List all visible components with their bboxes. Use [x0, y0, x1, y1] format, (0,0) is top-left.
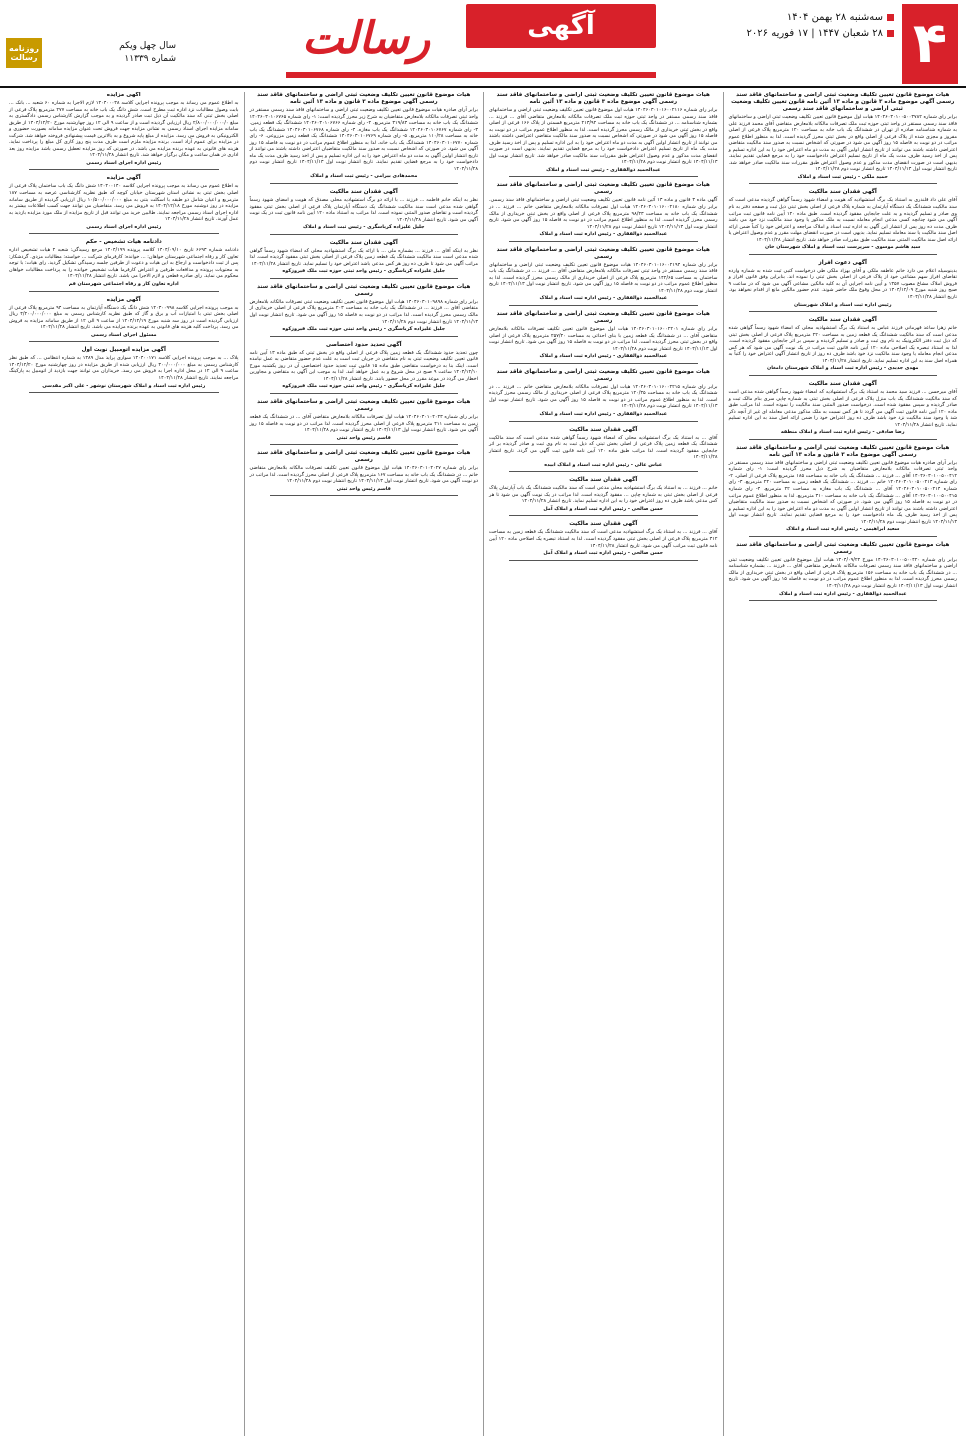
notice-divider [749, 375, 938, 376]
notice-title: هیات موضوع قانون تعیین تکلیف وضعیت ثبتی اراضی و ساختمانهای فاقد سند رسمی [496, 182, 710, 196]
mini-logo: روزنامه رسالت [6, 38, 42, 68]
notice-body: آقای ... فرزند ... به استناد یک برگ استشهادیه مدعی است که سند مالکیت ششدانگ یک قطعه زمین به مساحت ۳۱۲ مترمربع پلاک فرعی از اصلی بخش ثبتی مفقود گردیده است. لذا به استناد تبصره یک اصلاحی ماده ۱۲۰ آیین نامه قانون ثبت مراتب آگهی می شود. تاریخ انتشار ۱۴۰۴/۱۱/۲۸ [489, 529, 718, 549]
notice-title: هیات موضوع قانون تعیین تکلیف وضعیت ثبتی اراضی و ساختمانهای فاقد سند رسمی آگهی موضوع ماده ۳ قانون و ماده ۱۳ آئین نامه قانون تعیین تکلیف وضعیت ثبتی اراضی و ساختمانهای فاقد سند رسمی [731, 92, 955, 112]
legal-notice [250, 240, 479, 279]
notice-title: آگهی مزایده [106, 175, 141, 182]
notice-title: دادنامه هیات تشخیص - حکم [85, 239, 162, 246]
notice-body: پلاک ... به موجب پرونده اجرایی کلاسه ۱۴۰۴۰۰۱۷۱ سواری پراید مدل ۱۳۸۹ به شماره انتظامی ... که طبق نظر کارشناس رسمی به مبلغ ۳۰۰/۰۰۰/۰۰۰ ریال ارزیابی شده از طریق مزایده در روز چهارشنبه مورخ ۱۴۰۴/۱۲/۲۰ ساعت ۹ الی ۱۲ در محل اداره اجرا به فروش می رسد. خریداران می توانند جهت بازدید از اتومبیل به پارکینگ مراجعه نمایند. تاریخ انتشار ۱۴۰۴/۱۱/۲۸ [9, 355, 239, 381]
notice-body: آگهی ماده ۳ قانون و ماده ۱۳ آئین نامه قانون تعیین تکلیف وضعیت ثبتی اراضی و ساختمانهای فاقد سند رسمی. برابر رای شماره ۱۴۰۴۶۰۳۰۱۰۱۶۰۰۲۱۸۰ هیات اول تصرفات مالکانه بلامعارض متقاضی خانم ... فرزند ... در ششدانگ یک باب خانه به مساحت ۹۸/۴۳ مترمربع پلاک فرعی از اصلی واقع در بخش ثبتی خریداری از مالک رسمی محرز گردیده است. لذا به منظور اطلاع عموم مراتب در دو نوبت به فاصله ۱۵ روز آگهی می شود. تاریخ انتشار نوبت اول ۱۴۰۴/۱۱/۱۳ تاریخ انتشار نوبت دوم ۱۴۰۴/۱۱/۲۸ [489, 197, 718, 230]
legal-notice [489, 311, 718, 364]
notice-signature: سعید ابراهیمی - رئیس اداره ثبت اسناد و املاک [786, 526, 900, 533]
notice-body: نظر به اینکه خانم فاطمه ... فرزند ... با ارائه دو برگ استشهادیه محلی مصدق که هویت و امضای شهود رسماً گواهی شده مدعی است سند مالکیت ششدانگ یک دستگاه آپارتمان پلاک فرعی از اصلی بخش ثبتی مفقود گردیده است و تقاضای صدور المثنی نموده است. لذا مراتب به استناد ماده ۱۲۰ آیین نامه قانون ثبت در یک نوبت آگهی می شود. تاریخ انتشار ۱۴۰۴/۱۱/۲۸ [249, 197, 479, 223]
notice-divider [29, 291, 219, 292]
notice-body: خانم زهرا ساعد قهرمانی فرزند عباس به استناد یک برگ استشهادیه محلی که امضاء شهود رسماً گواهی شده مدعی است که سند مالکیت ششدانگ یک قطعه زمین به مساحت ۲۲۰ مترمربع پلاک فرعی از اصلی بخش ثبتی که ذیل ثبت دفتر الکترونیک به نام وی ثبت و صادر و تسلیم گردیده و سپس بر اثر جابجایی مفقود گردیده است. لذا به استناد تبصره یک اصلاحی ماده ۱۲۰ آیین نامه قانون ثبت مراتب در یک نوبت آگهی می شود که هر کس مدعی انجام معامله یا وجود سند مالکیت نزد خود باشد ظرف ده روز از تاریخ انتشار آگهی اعتراض خود را کتباً به همراه اصل سند به این اداره تسلیم نماید. تاریخ انتشار ۱۴۰۴/۱۱/۲۸ [728, 325, 957, 364]
legal-notice [729, 189, 958, 254]
notice-body: برابر رای شماره ۱۴۰۴۶۰۳۰۱۰۰۵۰۰۳۷۸۲ هیات اول موضوع قانون تعیین تکلیف وضعیت ثبتی اراضی و ساختمانهای فاقد سند رسمی مستقر در واحد ثبتی حوزه ثبت ملک تصرفات مالکانه بلامعارض متقاضی آقای محمد فرزند علی به شماره شناسنامه صادره از تهران در ششدانگ یک باب خانه به مساحت ۱۲۰ مترمربع پلاک فرعی از اصلی مفروز و مجزی شده از پلاک فرعی از اصلی واقع در بخش ثبتی محرز گردیده است. لذا به منظور اطلاع عموم مراتب در دو نوبت به فاصله ۱۵ روز آگهی می شود در صورتی که اشخاص نسبت به صدور سند مالکیت متقاضی اعتراضی داشته باشند می توانند از تاریخ انتشار اولین آگهی به مدت دو ماه اعتراض خود را به این اداره تسلیم و پس از اخذ رسید ظرف مدت یک ماه از تاریخ تسلیم اعتراض دادخواست خود را به مرجع قضایی تقدیم نمایند. بدیهی است در صورت انقضای مدت مذکور و عدم وصول اعتراض طبق مقررات سند مالکیت صادر خواهد شد. تاریخ انتشار نوبت اول ۱۴۰۴/۱۱/۱۳ تاریخ انتشار نوبت دوم ۱۴۰۴/۱۱/۲۸ [728, 114, 957, 173]
legal-notice [489, 92, 718, 177]
notice-signature: عبدالحمید ذوالفقاری - رئیس اداره ثبت اسناد و املاک [539, 231, 668, 238]
notice-divider [270, 278, 459, 279]
date-block [674, 10, 894, 42]
notice-divider [29, 233, 219, 234]
notice-signature: جلیل علیزاده کرباسگری - رئیس واحد ثبتی حوزه ثبت ملک فیروزکوه [282, 268, 446, 275]
notice-signature: عبدالحمید ذوالفقاری - رئیس اداره ثبت اسناد و املاک [539, 295, 668, 302]
legal-notice [489, 247, 718, 306]
notice-divider [270, 393, 459, 394]
masthead [0, 0, 966, 88]
notice-title: آگهی مزایده [106, 92, 141, 98]
notice-divider [509, 363, 698, 364]
notice-signature: رئیس اداره ثبت اسناد و املاک شهرستان نوشهر - علی اکبر مقدسی [42, 382, 206, 389]
issue-info [46, 40, 176, 66]
notice-title: هیات موضوع قانون تعیین تکلیف وضعیت ثبتی اراضی و ساختمانهای فاقد سند رسمی [496, 246, 710, 260]
ad-column [723, 92, 963, 1436]
notice-signature: رئیس اداره اجرای اسناد رسمی [86, 223, 162, 230]
notice-divider [270, 336, 459, 337]
legal-notice [489, 182, 718, 241]
legal-notice [489, 427, 718, 473]
notice-body: برابر آرای صادره هیات موضوع قانون تعیین تکلیف وضعیت ثبتی اراضی و ساختمانهای فاقد سند رسمی مستقر در واحد ثبتی تصرفات مالکانه بلامعارض متقاضیان به شرح زیر محرز گردیده است: ۱- رای شماره ۱۴۰۴۶۰۳۰۱۰۶۷۶۵ ششدانگ یک باب خانه به مساحت ۳۱۹/۸۳ مترمربع. ۲- رای شماره ۱۴۰۴۶۰۳۰۱۰۶۷۶۶ ششدانگ یک قطعه زمین. ۳- رای شماره ۱۴۰۴۶۰۳۰۱۰۶۷۶۷ ششدانگ یک باب مغازه. ۴- رای شماره ۱۴۰۴۶۰۳۰۱۰۶۷۶۸ ششدانگ یک باب خانه به مساحت ۱۱۰/۲۸ مترمربع. ۵- رای شماره ۱۴۰۴۶۰۳۰۱۰۶۷۶۹ ششدانگ یک قطعه زمین مزروعی. ۶- رای شماره ۱۴۰۴۶۰۳۰۱۰۶۷۷۰ ششدانگ یک باب خانه. لذا به منظور اطلاع عموم مراتب در دو نوبت به فاصله ۱۵ روز آگهی می شود. در صورتی که اشخاص نسبت به صدور سند مالکیت متقاضیان اعتراضی داشته باشند می توانند از تاریخ انتشار اولین آگهی به مدت دو ماه اعتراض خود را به این اداره تسلیم و پس از اخذ رسید ظرف مدت یک ماه دادخواست خود را به مرجع قضایی تقدیم نمایند. تاریخ انتشار نوبت اول ۱۴۰۴/۱۱/۱۳ تاریخ انتشار نوبت دوم ۱۴۰۴/۱۱/۲۸ [249, 107, 479, 172]
notice-body: دادنامه شماره ۶۶۹۳ تاریخ ۱۴۰۴/۰۹/۱۰ کلاسه پرونده ۱۴۰۴/۱۹۹ مرجع رسیدگی: شعبه ۲ هیات تشخیص اداره تعاون کار و رفاه اجتماعی شهرستان خواهان: ... خوانده: کارفرمای شرکت ... خواسته: مطالبات مزدی. گردشکار: پس از ثبت دادخواست و ارجاع به این هیات و دعوت از طرفین جلسه رسیدگی تشکیل گردید. رای هیات: با توجه به محتویات پرونده و مدافعات طرفین و اعتراض کارفرما هیات تشخیص خوانده را به پرداخت مطالبات خواهان محکوم می نماید. رای صادره قطعی و لازم الاجرا می باشد. تاریخ انتشار ۱۴۰۴/۱۱/۲۸ [9, 247, 239, 280]
notice-signature: قاسم رئیس واحد ثبتی [336, 434, 391, 441]
notice-title: آگهی دعوت افراز [818, 259, 867, 266]
notice-signature: جلیل علیزاده کرباسگری - رئیس واحد ثبتی حوزه ثبت ملک فیروزکوه [282, 326, 446, 333]
notice-title: هیات موضوع قانون تعیین تکلیف وضعیت ثبتی اراضی و ساختمانهای فاقد سند رسمی آگهی موضوع ماده ۳ قانون و ماده ۱۳ آئین نامه [496, 92, 710, 105]
notice-body: برابر رای شماره ۱۴۰۴۶۰۳۰۱۰۱۶۰۰۲۱۹۴ هیات موضوع قانون تعیین تکلیف وضعیت ثبتی اراضی و ساختمانهای فاقد سند رسمی مستقر در واحد ثبتی تصرفات مالکانه بلامعارض متقاضی آقای ... فرزند ... در ششدانگ یک باب ساختمان به مساحت ۱۴۲/۶۵ مترمربع پلاک فرعی از اصلی خریداری از مالک رسمی محرز گردیده است. لذا به منظور اطلاع عموم مراتب در دو نوبت به فاصله ۱۵ روز آگهی می شود. تاریخ انتشار نوبت اول ۱۴۰۴/۱۱/۱۳ تاریخ انتشار نوبت دوم ۱۴۰۴/۱۱/۲۸ [489, 261, 718, 294]
notice-title: هیات موضوع قانون تعیین تکلیف وضعیت ثبتی اراضی و ساختمانهای فاقد سند رسمی [496, 368, 710, 382]
notice-body: نظر به اینکه آقای ... فرزند ... بشماره ملی ... با ارائه یک برگ استشهادیه محلی که امضاء شهود رسماً گواهی شده مدعی است سند مالکیت ششدانگ یک قطعه زمین پلاک فرعی از اصلی بخش ثبتی مفقود گردیده است. لذا مراتب آگهی می شود تا ظرف ده روز هر کس مدعی باشد اعتراض خود را تسلیم نماید. تاریخ انتشار ۱۴۰۴/۱۱/۲۸ [249, 247, 478, 267]
notice-signature: عبدالحمید ذوالفقاری - رئیس اداره ثبت اسناد و املاک [539, 410, 668, 417]
notice-signature: مسئول اجرای اسناد رسمی [90, 331, 157, 338]
notice-signature: حسن صالحی - رئیس اداره ثبت اسناد و املاک آمل [543, 550, 664, 557]
notice-body: آقای میرحسن ... فرزند سید محمد به استناد یک برگ استشهادیه که امضاء شهود رسماً گواهی شده مدعی است که سند مالکیت ششدانگ یک باب منزل پلاک فرعی از اصلی بخش ثبتی به شماره چاپی سری بنام مالک ثبت و صادر گردیده و سپس مفقود شده است. درخواست صدور المثنی سند مالکیت را نموده است. لذا مراتب طبق ماده ۱۲۰ آیین نامه قانون ثبت آگهی می گردد تا هر کس نسبت به ملک مذکور مدعی معامله ای غیر از آنچه ذکر شد یا وجود سند مالکیت نزد خود باشد ظرف ده روز اعتراض خود را ضمن ارائه اصل سند به این اداره تسلیم نماید. تاریخ انتشار ۱۴۰۴/۱۱/۲۸ [728, 388, 957, 428]
notice-divider [270, 495, 459, 496]
legal-notice [9, 297, 239, 343]
notice-divider [270, 444, 459, 445]
notice-divider [270, 183, 459, 184]
notice-body: آقای علی داد قلندری به استناد یک برگ استشهادیه که هویت و امضاء شهود رسماً گواهی گردیده مدعی است که سند مالکیت ششدانگ یک دستگاه آپارتمان به شماره پلاک فرعی از اصلی بخش ثبتی ذیل ثبت و صفحه دفتر به نام وی صادر و تسلیم گردیده و به علت جابجایی مفقود گردیده است. طبق ماده ۱۲۰ آیین نامه قانون ثبت مراتب آگهی می شود چنانچه کسی مدعی انجام معامله نسبت به ملک مذکور یا وجود سند مالکیت نزد خود می باشد ظرف مدت ده روز پس از انتشار این آگهی به اداره ثبت اسناد و املاک مراجعه و اعتراض خود را کتباً ضمن ارائه اصل سند مالکیت یا سند معامله تسلیم نماید. بدیهی است در صورت انقضای مهلت مقرر و عدم وصول اعتراض یا ارائه اصل سند مالکیت المثنی سند مالکیت طبق مقررات صادر خواهد شد. تاریخ انتشار ۱۴۰۴/۱۱/۲۸ [728, 197, 957, 243]
notice-divider [29, 341, 219, 342]
legal-notice [729, 92, 958, 184]
notice-title: آگهی مزایده اتومبیل نوبت اول [81, 347, 166, 354]
logo-band [286, 72, 656, 78]
notice-divider [749, 254, 938, 255]
notice-body: برابر رای شماره ۱۴۰۴۶۰۳۰۱۰۰۵۰۰۴۲۰ مورخ ۱۴۰۴/۰۹/۲۲ هیات اول موضوع قانون تعیین تکلیف وضعیت ثبتی اراضی و ساختمانهای فاقد سند رسمی تصرفات مالکانه بلامعارض متقاضی آقای ... فرزند ... بشماره شناسنامه ... در ششدانگ یک باب خانه به مساحت ۱۵۶ مترمربع پلاک فرعی از اصلی واقع در بخش ثبتی خریداری از مالک رسمی محرز گردیده است. لذا به منظور اطلاع عموم مراتب در دو نوبت به فاصله ۱۵ روز آگهی می شود. تاریخ انتشار نوبت اول ۱۴۰۴/۱۱/۱۳ تاریخ انتشار نوبت دوم ۱۴۰۴/۱۱/۲۸ [728, 556, 957, 589]
legal-notice [250, 92, 479, 184]
notice-title: هیات موضوع قانون تعیین تکلیف وضعیت ثبتی اراضی و ساختمانهای فاقد سند رسمی آگهی موضوع ماده ۳ قانون و ماده ۱۳ آئین نامه [736, 444, 950, 458]
issue-number: شماره ۱۱۳۳۹ [124, 54, 176, 64]
notice-signature: قاسم رئیس واحد ثبتی [336, 485, 391, 492]
ad-column [483, 92, 723, 1436]
legal-notice [729, 445, 958, 537]
legal-notice [9, 175, 239, 234]
date-hijri-gregorian: ۲۸ شعبان ۱۴۴۷ | ۱۷ فوریه ۲۰۲۶ [746, 28, 883, 39]
page-number: ۴ [902, 4, 958, 84]
notice-body: به اطلاع عموم می رساند به موجب پرونده اجرایی کلاسه ۱۴۰۴۰۰۱۴۰ شش دانگ یک باب ساختمان پلاک فرعی از اصلی بخش ثبتی به نشانی استان شهرستان خیابان کوچه که طبق نظریه کارشناسی عرصه به مساحت ۱۸۷ مترمربع و اعیان شامل دو طبقه با اسکلت بتنی به مبلغ ۱۰/۵۰۰/۰۰۰/۰۰۰ ریال ارزیابی گردیده از طریق سامانه مزایده در روز دوشنبه مورخ ۱۴۰۴/۱۲/۱۸ به فروش می رسد. متقاضیان می توانند جهت کسب اطلاعات بیشتر به اداره اجرای اسناد رسمی مراجعه نمایند. طالبین خرید می توانند قبل از تاریخ مزایده از ملک مورد مزایده بازدید به عمل آورند. تاریخ انتشار ۱۴۰۴/۱۱/۲۸ [9, 183, 239, 223]
notice-signature: عبدالحمید ذوالفقاری - رئیس اداره ثبت اسناد و املاک [539, 353, 668, 360]
notice-title: آگهی فقدان سند مالکیت [569, 521, 638, 528]
notice-title: آگهی فقدان سند مالکیت [808, 189, 877, 196]
notice-divider [749, 600, 938, 601]
notice-divider [749, 439, 938, 440]
legal-notice [250, 399, 479, 445]
notice-signature: جلیل علیزاده کرباسگری - رئیس ثبت اسناد و املاک [302, 224, 425, 231]
legal-notice [489, 369, 718, 422]
legal-notice [250, 284, 479, 337]
notice-divider [509, 560, 698, 561]
notice-signature: عبدالحمید ذوالفقاری - رئیس ثبت اسناد و املاک [546, 166, 661, 173]
notice-signature: عبدالحمید ذوالفقاری - رئیس اداره ثبت اسناد و املاک [778, 590, 907, 597]
notice-divider [509, 241, 698, 242]
notice-signature: رئیس اداره اجرای اسناد رسمی [86, 159, 162, 166]
notice-divider [509, 471, 698, 472]
legal-notice [250, 342, 479, 394]
notice-divider [29, 392, 219, 393]
notice-title: آگهی فقدان سند مالکیت [569, 477, 638, 484]
legal-notice [9, 347, 239, 393]
ad-columns [4, 92, 962, 1436]
notice-title: آگهی فقدان سند مالکیت [569, 426, 638, 433]
notice-body: بدینوسیله اعلام می دارد خانم عاطفه ملکی و آقای بهزاد ملکی طی درخواست کتبی ثبت شده به شماره وارده تقاضای افراز سهم مشاعی خود از پلاک فرعی از اصلی بخش ثبتی را نموده اند. بنابراین وفق قانون افراز و فروش املاک مشاع مصوب ۱۳۵۷ و آیین نامه اجرایی آن به کلیه مالکین مشاعی آگهی می شود که در ساعت ۹ صبح روز شنبه مورخ ۱۴۰۴/۱۲/۰۹ در محل وقوع ملک حاضر شوند. عدم حضور مالکین مانع از اقدام نخواهد بود. تاریخ انتشار ۱۴۰۴/۱۱/۲۸ [728, 267, 957, 301]
header-rule [0, 86, 966, 88]
ad-column [4, 92, 244, 1436]
notice-body: آقای ... به استناد یک برگ استشهادیه محلی که امضاء شهود رسماً گواهی شده مدعی است که سند مالکیت ششدانگ یک قطعه زمین پلاک فرعی از اصلی بخش ثبتی که ذیل ثبت به نام وی ثبت و صادر گردیده بر اثر جابجایی مفقود گردیده است. لذا مراتب طبق ماده ۱۲۰ آیین نامه قانون ثبت آگهی می گردد. تاریخ انتشار ۱۴۰۴/۱۱/۲۸ [489, 434, 718, 461]
notice-divider [509, 421, 698, 422]
notice-divider [29, 169, 219, 170]
legal-notice [250, 450, 479, 496]
notice-divider [749, 183, 938, 184]
notice-divider [509, 176, 698, 177]
notice-title: آگهی فقدان سند مالکیت [329, 239, 398, 246]
notice-body: به اطلاع عموم می رساند به موجب پرونده اجرایی کلاسه ۱۴۰۴۰۰۰۳۸ لازم الاجرا به شماره ۶۰ شعبه ... بانک ... بابت وصول مطالبات نزد اداره ثبت مطرح است. شش دانگ یک باب خانه به مساحت ۲۷۷ مترمربع پلاک فرعی از اصلی بخش ثبتی که سند مالکیت آن ذیل ثبت صادر گردیده و به موجب گزارش کارشناس رسمی دادگستری به مبلغ ۲/۸۰۰/۰۰۰/۰۰۰/۰ ریال ارزیابی گردیده است و از ساعت ۹ الی ۱۲ روز چهارشنبه مورخ ۱۴۰۴/۱۲/۲۰ از طریق سامانه مزایده اجرای اسناد رسمی به نشانی مزایده جهت فروش تحت عنوان مزایده سامانه بصورت حضوری و الکترونیکی به فروش می رسد. مزایده از مبلغ پایه شروع و به بالاترین قیمت پیشنهادی فروخته خواهد شد. شرکت در مزایده برای عموم آزاد است. برنده مزایده ملزم است ظرف مدت پنج روز کاری کل مبلغ را پرداخت نماید. هزینه های قانونی به عهده برنده مزایده می باشد. در صورتی که روز مزایده تعطیل رسمی باشد مزایده روز بعد اداری در همان ساعت و مکان برگزار خواهد شد. تاریخ انتشار ۱۴۰۴/۱۱/۲۸ [9, 100, 239, 159]
bullet-icon [887, 14, 894, 21]
bullet-icon [887, 30, 894, 37]
notice-signature: سید هاشم موسوی - سرپرست ثبت اسناد و املاک شهرستان خان [765, 244, 921, 251]
notice-body: برابر رای شماره ۱۴۰۴۶۰۳۰۱۰۱۶۰۰۲۲۱۵ هیات اول تصرفات مالکانه بلامعارض متقاضی خانم ... فرزند ... در ششدانگ یک باب خانه به مساحت ۱۲۰/۳۵ مترمربع پلاک فرعی از اصلی خریداری از مالک رسمی محرز گردیده است. لذا به منظور اطلاع عموم مراتب در دو نوبت به فاصله ۱۵ روز آگهی می شود. تاریخ انتشار نوبت اول ۱۴۰۴/۱۱/۱۳ تاریخ انتشار نوبت دوم ۱۴۰۴/۱۱/۲۸ [489, 383, 718, 410]
notice-signature: اداره تعاون کار و رفاه اجتماعی شهرستان قم [68, 281, 179, 288]
ad-column [244, 92, 484, 1436]
notice-title: آگهی فقدان سند مالکیت [808, 380, 877, 387]
notice-signature: رضا صادقی - رئیس اداره ثبت اسناد و املاک منطقه [780, 429, 905, 436]
notice-signature: رئیس اداره ثبت اسناد و املاک شهرستان [793, 301, 892, 308]
notice-signature: حسن صالحی - رئیس اداره ثبت اسناد و املاک آمل [543, 505, 664, 512]
notice-title: هیات موضوع قانون تعیین تکلیف وضعیت ثبتی اراضی و ساختمانهای فاقد سند رسمی آگهی موضوع ماده ۳ قانون و ماده ۱۳ آئین نامه [257, 92, 471, 105]
date-persian: سه‌شنبه ۲۸ بهمن ۱۴۰۴ [786, 12, 883, 23]
notice-title: هیات موضوع قانون تعیین تکلیف وضعیت ثبتی اراضی و ساختمانهای فاقد سند رسمی [736, 541, 950, 555]
legal-notice [489, 477, 718, 516]
notice-body: به موجب پرونده اجرایی کلاسه ۱۴۰۳۰۰۹۹۸ شش دانگ یک دستگاه آپارتمان به مساحت ۹۴ مترمربع پلاک فرعی از اصلی بخش ثبتی با امتیازات آب و برق و گاز که طبق نظریه کارشناس رسمی به مبلغ ۴/۲۰۰/۰۰۰/۰۰۰ ریال ارزیابی گردیده است در روز سه شنبه مورخ ۱۴۰۴/۱۲/۱۹ از ساعت ۹ الی ۱۲ از طریق سامانه مزایده به فروش می رسد. پرداخت کلیه هزینه های قانونی به عهده برنده مزایده می باشد. تاریخ انتشار ۱۴۰۴/۱۱/۲۸ [9, 304, 239, 331]
notice-body: برابر آرای صادره هیات موضوع قانون تعیین تکلیف وضعیت ثبتی اراضی و ساختمانهای فاقد سند رسمی مستقر در واحد ثبتی تصرفات مالکانه بلامعارض متقاضیان به شرح ذیل محرز گردیده است: ۱- رای شماره ۱۴۰۴۶۰۳۰۱۰۰۵۰۰۴۱۲ آقای ... فرزند ... ششدانگ یک باب خانه به مساحت ۱۸۵ مترمربع پلاک فرعی از اصلی. ۲- رای شماره ۱۴۰۴۶۰۳۰۱۰۰۵۰۰۴۱۳ خانم ... فرزند ... ششدانگ یک قطعه زمین به مساحت ۲۴۰ مترمربع. ۳- رای شماره ۱۴۰۴۶۰۳۰۱۰۰۵۰۰۴۱۴ آقای ... ششدانگ یک باب مغازه به مساحت ۴۲ مترمربع. ۴- رای شماره ۱۴۰۴۶۰۳۰۱۰۰۵۰۰۴۱۵ آقای ... ششدانگ یک باب خانه به مساحت ۳۱۰ مترمربع. لذا به منظور اطلاع عموم مراتب در دو نوبت به فاصله ۱۵ روز آگهی می شود. در صورتی که اشخاص نسبت به صدور سند مالکیت متقاضیان اعتراضی داشته باشند می توانند از تاریخ انتشار اولین آگهی به مدت دو ماه اعتراض خود را به این اداره تسلیم و پس از اخذ رسید ظرف یک ماه دادخواست خود را به مرجع قضایی تقدیم نمایند. تاریخ انتشار نوبت اول ۱۴۰۴/۱۱/۱۳ تاریخ انتشار نوبت دوم ۱۴۰۴/۱۱/۲۸ [728, 459, 958, 525]
legal-notice [729, 260, 958, 312]
notice-body: برابر رای شماره ۱۴۰۴۶۰۳۰۱۰۴۰۲۳ هیات اول تصرفات مالکانه بلامعارض متقاضی آقای ... در ششدانگ یک قطعه زمین به مساحت ۴۱۱ مترمربع پلاک فرعی از اصلی محرز گردیده است. لذا مراتب در دو نوبت به فاصله ۱۵ روز آگهی می شود. تاریخ انتشار نوبت اول ۱۴۰۴/۱۱/۱۳ تاریخ انتشار نوبت دوم ۱۴۰۴/۱۱/۲۸ [249, 413, 479, 434]
notice-signature: مهدی جدیدی - رئیس اداره ثبت اسناد و املاک شهرستان دامغان [767, 365, 919, 372]
notice-body: برابر رای شماره ۱۴۰۴۶۰۳۰۱۰۱۶۰۰۲۱۱۶ هیات اول موضوع قانون تعیین تکلیف وضعیت ثبتی اراضی و ساختمانهای فاقد سند رسمی مستقر در واحد ثبتی حوزه ثبت ملک تصرفات مالکانه بلامعارض متقاضی آقای ... فرزند ... بشماره شناسنامه ... در ششدانگ یک باب خانه به مساحت ۲۱۳/۹۲ مترمربع قسمتی از پلاک ۱۶۶ فرعی از اصلی واقع در بخش ثبتی خریداری از مالک رسمی محرز گردیده است. لذا به منظور اطلاع عموم مراتب در دو نوبت به فاصله ۱۵ روز آگهی می شود در صورتی که اشخاص نسبت به صدور سند مالکیت متقاضی اعتراضی داشته باشند می توانند از تاریخ انتشار اولین آگهی به مدت دو ماه اعتراض خود را به این اداره تسلیم و پس از اخذ رسید ظرف مدت یک ماه از تاریخ تسلیم اعتراض دادخواست خود را به مرجع قضایی تقدیم نمایند. بدیهی است در صورت انقضای مدت مذکور و عدم وصول اعتراض طبق مقررات سند مالکیت صادر خواهد شد. تاریخ انتشار نوبت اول ۱۴۰۴/۱۱/۱۳ تاریخ انتشار نوبت دوم ۱۴۰۴/۱۱/۲۸ [489, 107, 718, 166]
notice-divider [270, 234, 459, 235]
notice-signature: جلیل علیزاده کرباسگری - رئیس واحد ثبتی حوزه ثبت ملک فیروزکوه [282, 383, 446, 390]
notice-divider [749, 311, 938, 312]
legal-notice [9, 92, 239, 170]
legal-notice [9, 239, 239, 291]
notice-title: هیات موضوع قانون تعیین تکلیف وضعیت ثبتی اراضی و ساختمانهای فاقد سند رسمی [257, 450, 471, 464]
legal-notice [250, 189, 479, 235]
notice-divider [509, 515, 698, 516]
legal-notice [729, 317, 958, 376]
notice-title: آگهی فقدان سند مالکیت [808, 317, 877, 324]
newspaper-logo: رسالت [301, 12, 431, 64]
notice-body: چون تحدید حدود ششدانگ یک قطعه زمین پلاک فرعی از اصلی واقع در بخش ثبتی که طبق ماده ۱۳ آیین نامه قانون تعیین تکلیف وضعیت ثبتی به نام متقاضی در جریان ثبت است به علت عدم حضور متقاضی به عمل نیامده است. اینک بنا به درخواست متقاضی طبق ماده ۱۵ قانون ثبت تحدید حدود اختصاصی آن در روز یکشنبه مورخ ۱۴۰۴/۱۲/۱۰ ساعت ۹ صبح در محل شروع و به عمل خواهد آمد. لذا به موجب این آگهی به متقاضی و مجاورین اخطار می گردد در موعد مقرر در محل حضور یابند. تاریخ انتشار ۱۴۰۴/۱۱/۲۸ [249, 349, 478, 382]
notice-title: هیات موضوع قانون تعیین تکلیف وضعیت ثبتی اراضی و ساختمانهای فاقد سند رسمی [257, 283, 471, 297]
legal-notice [489, 521, 718, 560]
notice-signature: حمید ملکی - رئیس ثبت اسناد و املاک [797, 173, 888, 180]
notice-body: برابر رای شماره ۱۴۰۴۶۰۳۰۱۰۴۰۲۷ هیات اول موضوع قانون تعیین تکلیف تصرفات مالکانه بلامعارض متقاضی خانم ... در ششدانگ یک باب خانه به مساحت ۱۶۷ مترمربع پلاک فرعی از اصلی محرز گردیده است. لذا مراتب در دو نوبت آگهی می شود. تاریخ انتشار نوبت اول ۱۴۰۴/۱۱/۱۳ تاریخ انتشار نوبت دوم ۱۴۰۴/۱۱/۲۸ [249, 465, 479, 485]
notice-body: برابر رای شماره ۱۴۰۴۶۰۳۰۱۰۱۶۰۰۲۲۰۱ هیات اول موضوع قانون تعیین تکلیف تصرفات مالکانه بلامعارض متقاضی آقای ... در ششدانگ یک قطعه زمین با بنای احداثی به مساحت ۲۵۷/۴۰ مترمربع پلاک فرعی از اصلی واقع در بخش ثبتی محرز گردیده است. لذا مراتب در دو نوبت به فاصله ۱۵ روز آگهی می شود. تاریخ انتشار نوبت اول ۱۴۰۴/۱۱/۱۳ تاریخ انتشار نوبت دوم ۱۴۰۴/۱۱/۲۸ [489, 326, 718, 352]
notice-body: خانم ... فرزند ... به استناد یک برگ استشهادیه محلی مدعی است که سند مالکیت ششدانگ یک باب آپارتمان پلاک فرعی از اصلی بخش ثبتی به شماره چاپی ... مفقود گردیده است. لذا مراتب در یک نوبت آگهی می شود تا هر کس مدعی باشد ظرف ده روز اعتراض خود را به این اداره تسلیم نماید. تاریخ انتشار ۱۴۰۴/۱۱/۲۸ [489, 485, 718, 505]
notice-signature: عباس عالی - رئیس اداره ثبت اسناد و املاک ابیده [544, 461, 663, 468]
notice-divider [509, 305, 698, 306]
section-title: آگهی [466, 4, 656, 48]
notice-divider [749, 536, 938, 537]
volume-year: سال چهل ویکم [119, 41, 176, 51]
notice-title: هیات موضوع قانون تعیین تکلیف وضعیت ثبتی اراضی و ساختمانهای فاقد سند رسمی [257, 398, 471, 412]
notice-body: برابر رای شماره ۱۴۰۴۶۰۳۰۱۰۹۸۹۸ هیات اول موضوع قانون تعیین تکلیف وضعیت ثبتی تصرفات مالکانه بلامعارض متقاضی آقای ... فرزند ... در ششدانگ یک باب خانه به مساحت ۲۰۳ مترمربع پلاک فرعی از اصلی خریداری از مالک رسمی محرز گردیده است. لذا مراتب در دو نوبت به فاصله ۱۵ روز آگهی می شود. تاریخ انتشار نوبت اول ۱۴۰۴/۱۱/۱۳ تاریخ انتشار نوبت دوم ۱۴۰۴/۱۱/۲۸ [249, 298, 478, 325]
notice-signature: محمدهادی بیرامی - رئیس ثبت اسناد و املاک [310, 173, 418, 180]
legal-notice [729, 542, 958, 601]
notice-title: آگهی مزایده [106, 296, 141, 303]
notice-title: آگهی تحدید حدود اختصاصی [325, 341, 402, 348]
legal-notice [729, 381, 958, 440]
notice-title: هیات موضوع قانون تعیین تکلیف وضعیت ثبتی اراضی و ساختمانهای فاقد سند رسمی [496, 311, 710, 325]
notice-title: آگهی فقدان سند مالکیت [329, 189, 398, 196]
